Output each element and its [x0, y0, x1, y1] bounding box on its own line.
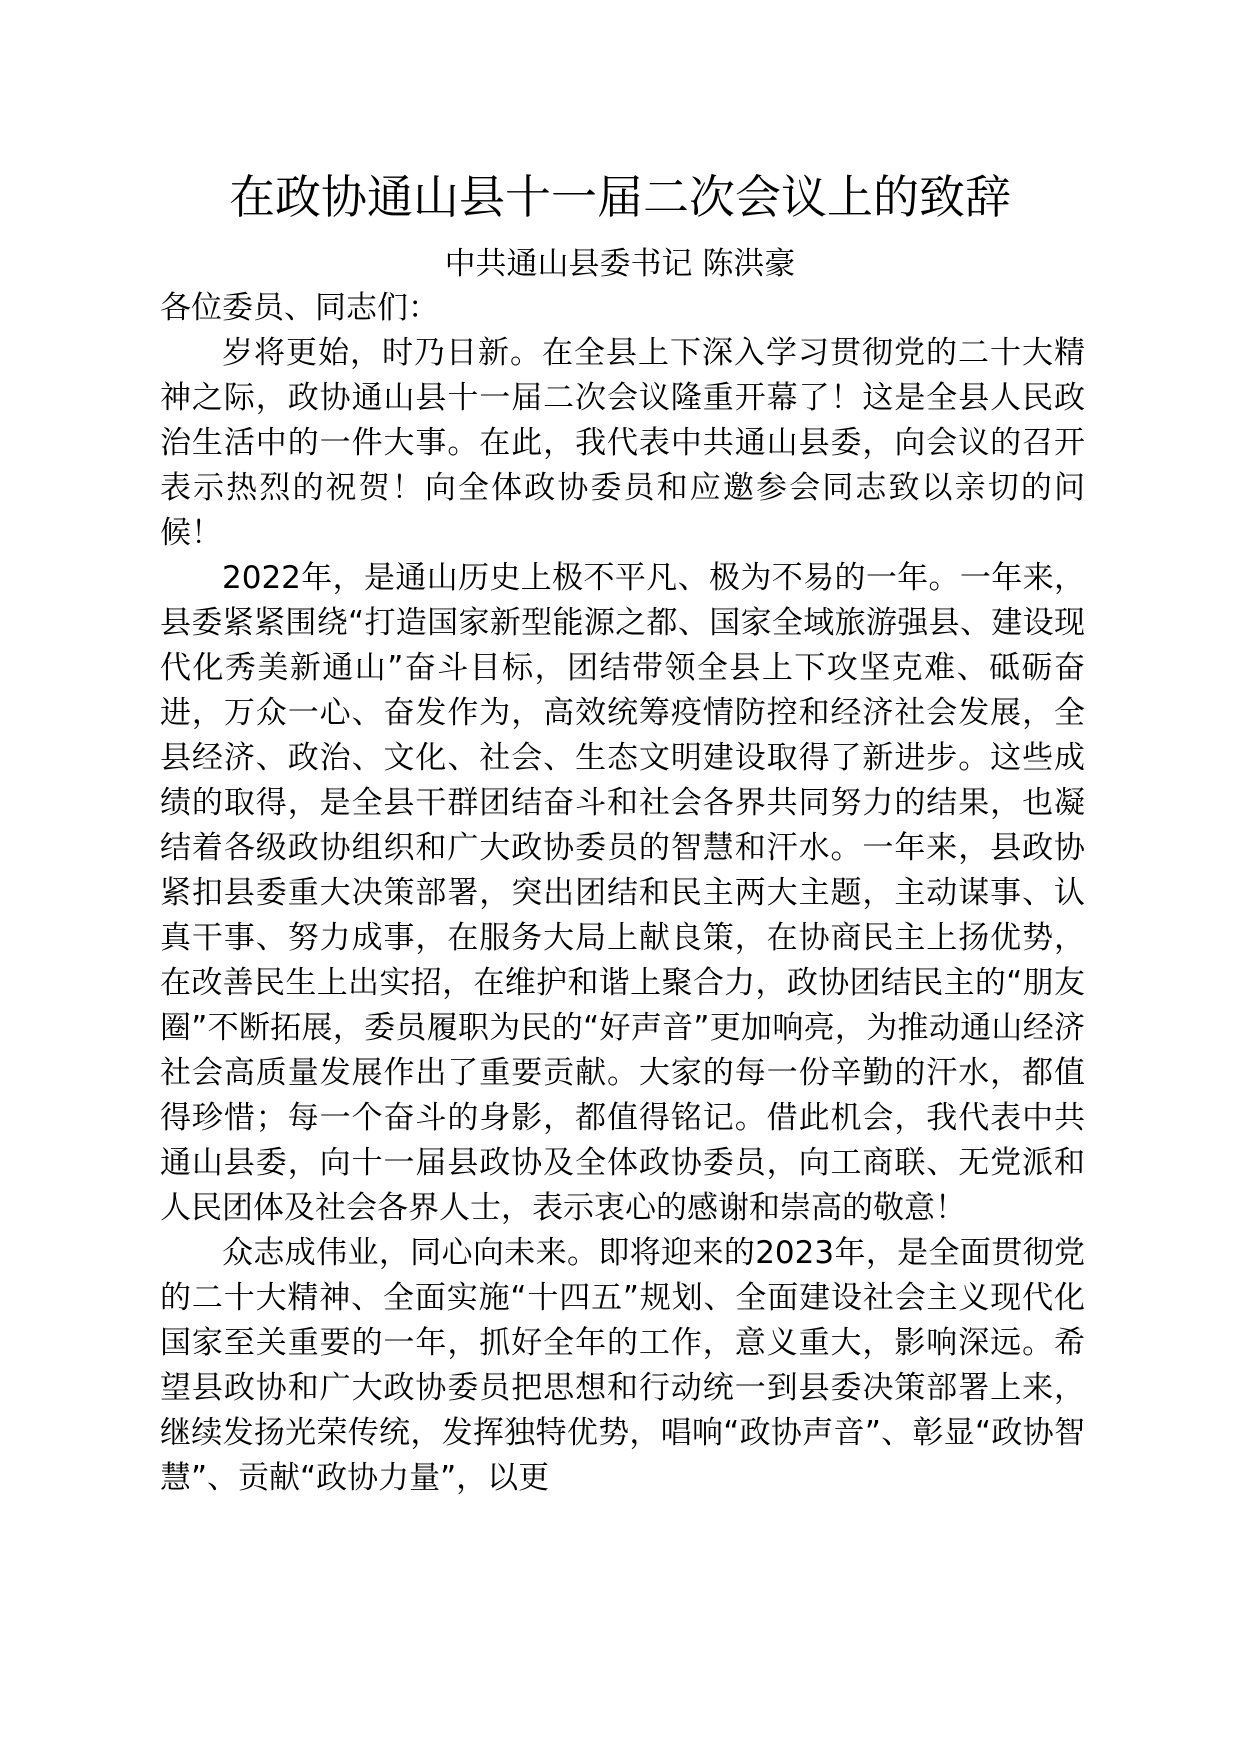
paragraph-review-2022: 2022年，是通山历史上极不平凡、极为不易的一年。一年来，县委紧紧围绕“打造国家新型能源之都、国家全域旅游强县、建设现代化秀美新通山”奋斗目标，团结带领全县上下攻坚克难、砥砺奋进，万众一心、奋发作为，高效统筹疫情防控和经济社会发展，全县经济、政治、文化、社会、生态文明建设取得了新进步。这些成绩的取得，是全县干群团结奋斗和社会各界共同努力的结果，也凝结着各级政协组织和广大政协委员的智慧和汗水。一年来，县政协紧扣县委重大决策部署，突出团结和民主两大主题，主动谋事、认真干事、努力成事，在服务大局上献良策，在协商民主上扬优势，在改善民生上出实招，在维护和谐上聚合力，政协团结民主的“朋友圈”不断拓展，委员履职为民的“好声音”更加响亮，为推动通山经济社会高质量发展作出了重要贡献。大家的每一份辛勤的汗水，都值得珍惜；每一个奋斗的身影，都值得铭记。借此机会，我代表中共通山县委，向十一届县政协及全体政协委员，向工商联、无党派和人民团体及社会各界人士，表示衷心的感谢和崇高的敬意！: [160, 560, 1085, 1226]
paragraph-opening: 岁将更始，时乃日新。在全县上下深入学习贯彻党的二十大精神之际，政协通山县十一届二次会议隆重开幕了！这是全县人民政治生活中的一件大事。在此，我代表中共通山县委，向会议的召开表示热烈的祝贺！向全体政协委员和应邀参会同志致以亲切的问候！: [160, 335, 1085, 551]
document-title: 在政协通山县十一届二次会议上的致辞: [229, 170, 1011, 224]
paragraph-outlook-2023: 众志成伟业，同心向未来。即将迎来的2023年，是全面贯彻党的二十大精神、全面实施“十四五”规划、全面建设社会主义现代化国家至关重要的一年，抓好全年的工作，意义重大，影响深远。希望县政协和广大政协委员把思想和行动统一到县委决策部署上来，继续发扬光荣传统，发挥独特优势，唱响“政协声音”、彰显“政协智慧”、贡献“政协力量”，以更: [160, 1235, 1085, 1496]
document-body: [160, 286, 1085, 1501]
salutation: 各位委员、同志们：: [160, 290, 439, 326]
document-author: 中共通山县委书记 陈洪豪: [444, 246, 796, 282]
